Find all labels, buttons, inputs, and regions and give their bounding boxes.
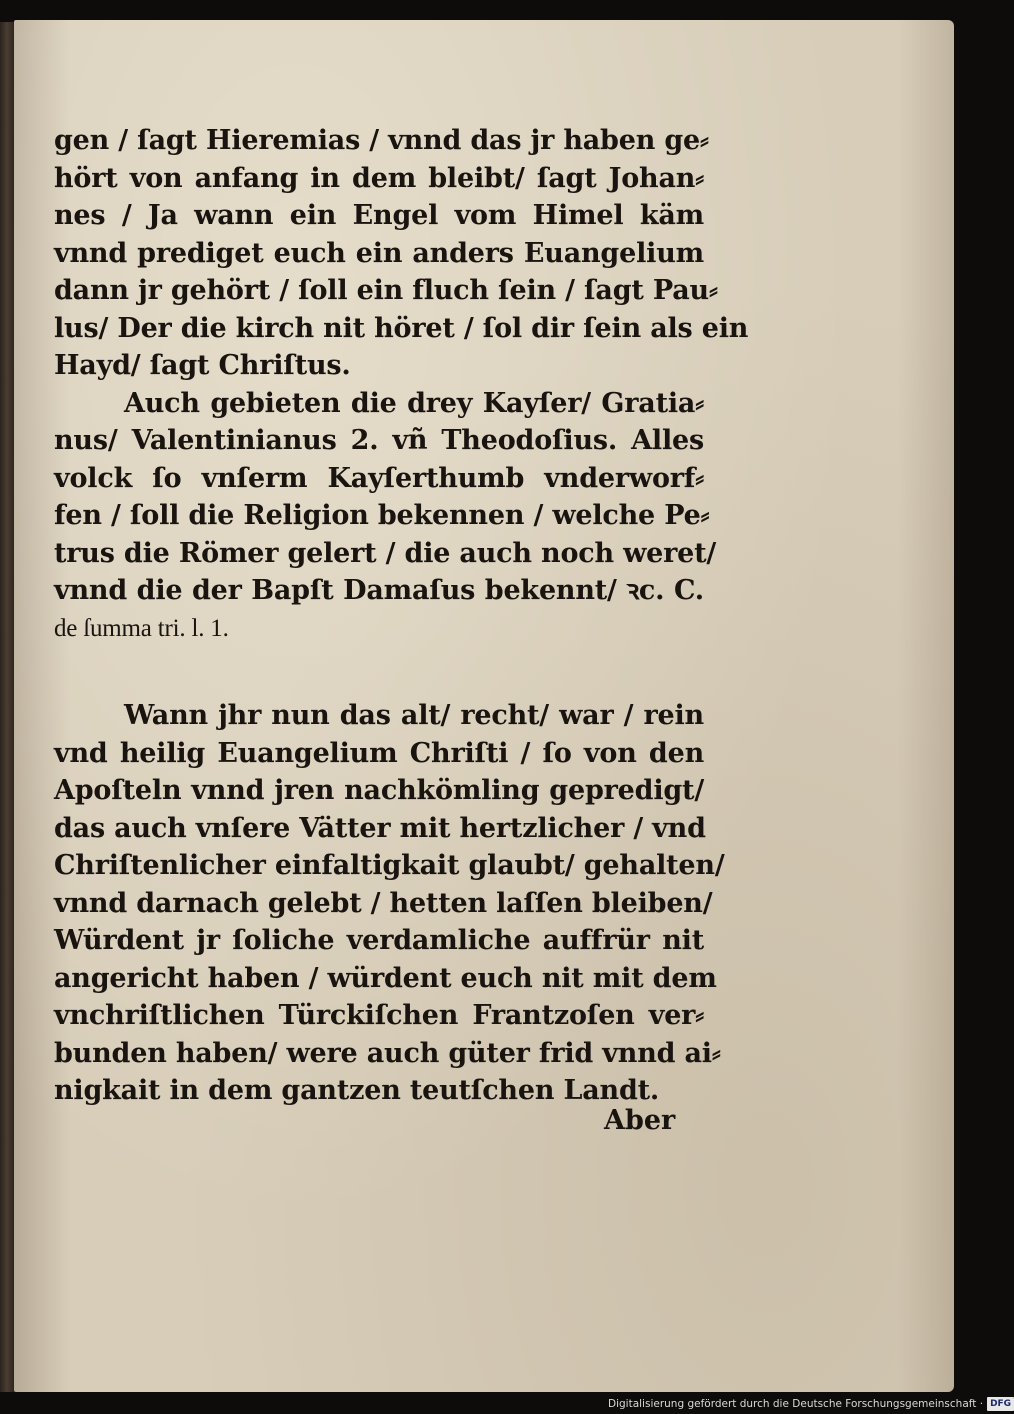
paragraph-2 [54,385,717,648]
text-line: dann jr gehört / ſoll ein fluch ſein / ſagt Pau⸗ [54,275,718,306]
paragraph-3 [54,697,725,1110]
dfg-logo: DFG [987,1397,1014,1411]
book-page [14,20,954,1392]
text-line: vnchriſtlichen Türckiſchen Frantzoſen ver⸗ [54,1000,704,1031]
text-line: vnnd die der Bapſt Damaſus bekennt/ ꝛc. C. [54,575,704,606]
text-line: vnnd prediget euch ein anders Euangelium [54,237,704,269]
text-line: Chriſtenlicher einfaltigkait glaubt/ gehalten/ [54,850,725,881]
text-line: Auch gebieten die drey Kayſer/ Gratia⸗ [124,387,704,419]
text-line: vnd heilig Euangelium Chriſti / ſo von den [54,737,704,769]
text-line: gen / ſagt Hieremias / vnnd das jr haben ge⸗ [54,125,709,156]
citation-line: de ſumma tri. l. 1. [54,614,229,642]
text-line: volck ſo vnſerm Kayſerthumb vnderworf⸗ [54,462,704,494]
catchword: Aber [604,1105,676,1136]
paragraph-gap [54,647,704,697]
text-line: Würdent jr ſoliche verdamliche auffrür nit [54,925,704,956]
text-line: lus/ Der die kirch nit höret / ſol dir ſein als ein [54,312,749,344]
text-line: hört von anfang in dem bleibt/ ſagt Johan⸗ [54,162,704,194]
paragraph-1 [54,122,749,385]
text-line: nigkait in dem gantzen teutſchen Landt. [54,1075,660,1106]
book-spine [0,22,14,1392]
text-line: Hayd/ ſagt Chriſtus. [54,350,351,381]
text-line: bunden haben/ were auch güter frid vnnd ai⸗ [54,1037,721,1069]
text-line: nes / Ja wann ein Engel vom Himel käm [54,200,704,231]
text-line: Apoſteln vnnd jren nachkömling gepredigt/ [54,775,704,806]
digitization-footer [608,1396,1014,1412]
text-line: vnnd darnach gelebt / hetten laſſen bleiben/ [54,887,713,919]
text-line: fen / ſoll die Religion bekennen / welche Pe⸗ [54,500,710,531]
text-line: nus/ Valentinianus 2. vñ Theodoſius. Alles [54,425,704,456]
funding-credit: Digitalisierung gefördert durch die Deutsche Forschungsgemeinschaft · [608,1398,984,1410]
page-text [54,122,749,1110]
text-line: das auch vnſere Vätter mit hertzlicher / vnd [54,812,706,844]
text-line: Wann jhr nun das alt/ recht/ war / rein [124,700,704,731]
text-line: trus die Römer gelert / die auch noch weret/ [54,537,717,569]
text-line: angericht haben / würdent euch nit mit dem [54,962,717,994]
